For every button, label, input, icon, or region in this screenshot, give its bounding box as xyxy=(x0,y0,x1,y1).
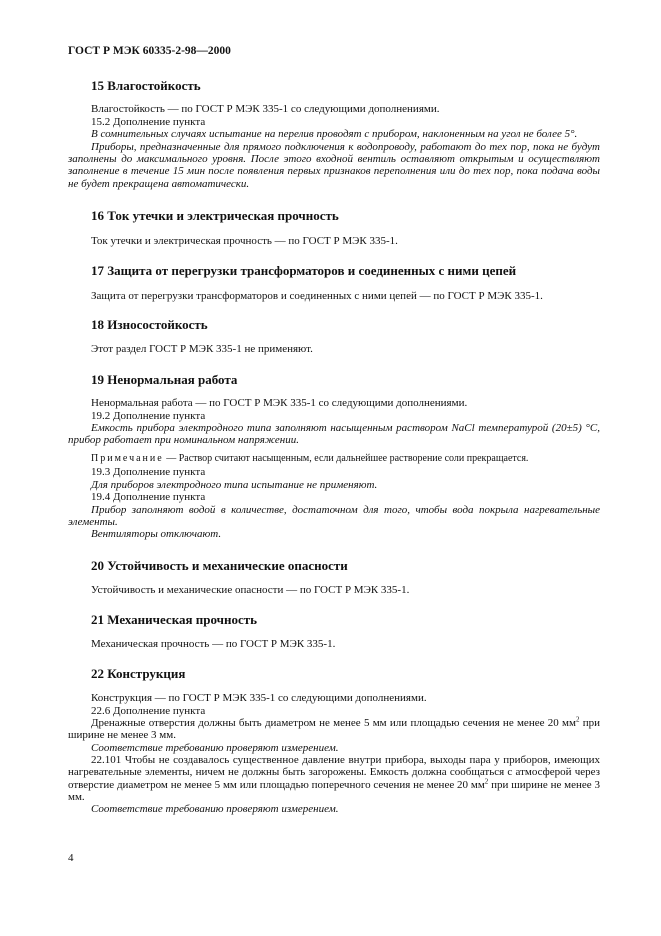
paragraph: Ток утечки и электрическая прочность — по ГОСТ Р МЭК 335-1. xyxy=(91,235,398,247)
paragraph: Прибор заполняют водой в количестве, достаточном для того, чтобы вода покрыла нагревательные элементы. xyxy=(68,503,600,528)
section-17-heading: 17 Защита от перегрузки трансформаторов и соединенных с ними цепей xyxy=(91,263,517,278)
note-label: Примечание xyxy=(91,453,164,464)
paragraph: 15.2 Дополнение пункта xyxy=(91,115,206,128)
paragraph: 19.3 Дополнение пункта xyxy=(91,466,206,478)
section-19-heading: 19 Ненормальная работа xyxy=(91,372,238,387)
section-22-heading: 22 Конструкция xyxy=(91,666,186,681)
paragraph: Ненормальная работа — по ГОСТ Р МЭК 335-1 со следующими дополнениями. xyxy=(91,397,468,409)
note-text: — Раствор считают насыщенным, если дальнейшее растворение соли прекращается. xyxy=(163,453,529,464)
paragraph: Механическая прочность — по ГОСТ Р МЭК 335-1. xyxy=(91,638,336,650)
section-15-heading: 15 Влагостойкость xyxy=(91,78,201,93)
paragraph xyxy=(68,717,600,742)
document-header: ГОСТ Р МЭК 60335-2-98—2000 xyxy=(68,45,231,57)
paragraph: Защита от перегрузки трансформаторов и соединенных с ними цепей — по ГОСТ Р МЭК 335-1. xyxy=(91,290,543,302)
paragraph: Этот раздел ГОСТ Р МЭК 335-1 не применяют. xyxy=(91,343,313,355)
section-20-heading: 20 Устойчивость и механические опасности xyxy=(91,558,348,573)
text: 22.101 Чтобы не создавалось существенное давление внутри прибора, выходы пара у приборов, имеющих нагревательные элементы, ничем не должны быть загорожены. Емкость должна сообщаться с атмосферой через отверстие диаметром не менее 5 мм или площадью поперечного сечения не менее 20 мм xyxy=(68,754,600,791)
paragraph: 19.2 Дополнение пункта xyxy=(91,409,206,422)
page-number: 4 xyxy=(68,852,74,864)
paragraph: Емкость прибора электродного типа заполняют насыщенным раствором NaCl температурой (20±5) °С, прибор работает при номинальном напряжении. xyxy=(68,422,600,447)
paragraph: Приборы, предназначенные для прямого подключения к водопроводу, работают до тех пор, пока не будут заполнены до максимального уровня. После этого входной вентиль оставляют открытым и осуществляют заполнение в течение 15 мин после появления первых признаков переполнения или до тех пор, пока подача воды не будет прекращена автоматически. xyxy=(68,140,600,190)
paragraph: Конструкция — по ГОСТ Р МЭК 335-1 со следующими дополнениями. xyxy=(91,692,427,704)
paragraph: Соответствие требованию проверяют измерением. xyxy=(91,803,339,815)
paragraph xyxy=(68,754,600,804)
paragraph: Устойчивость и механические опасности — по ГОСТ Р МЭК 335-1. xyxy=(91,584,410,596)
paragraph: В сомнительных случаях испытание на перелив проводят с прибором, наклоненным на угол не более 5°. xyxy=(91,128,578,140)
note xyxy=(68,453,600,465)
paragraph: Влагостойкость — по ГОСТ Р МЭК 335-1 со следующими дополнениями. xyxy=(91,103,440,115)
text: при ширине не менее 3 мм. xyxy=(68,717,600,742)
paragraph: 19.4 Дополнение пункта xyxy=(91,491,206,503)
section-16-heading: 16 Ток утечки и электрическая прочность xyxy=(91,208,339,223)
superscript: 2 xyxy=(575,715,580,724)
text: Дренажные отверстия должны быть диаметром не менее 5 мм или площадью сечения не менее 20 мм xyxy=(91,717,576,729)
section-18-heading: 18 Износостойкость xyxy=(91,317,208,332)
text: при ширине не менее 3 мм. xyxy=(68,778,600,804)
paragraph: Вентиляторы отключают. xyxy=(91,528,222,540)
paragraph: Для приборов электродного типа испытание не применяют. xyxy=(91,478,378,491)
paragraph: Соответствие требованию проверяют измерением. xyxy=(91,741,339,754)
section-21-heading: 21 Механическая прочность xyxy=(91,612,258,627)
superscript: 2 xyxy=(484,777,489,786)
paragraph: 22.6 Дополнение пункта xyxy=(91,704,206,717)
